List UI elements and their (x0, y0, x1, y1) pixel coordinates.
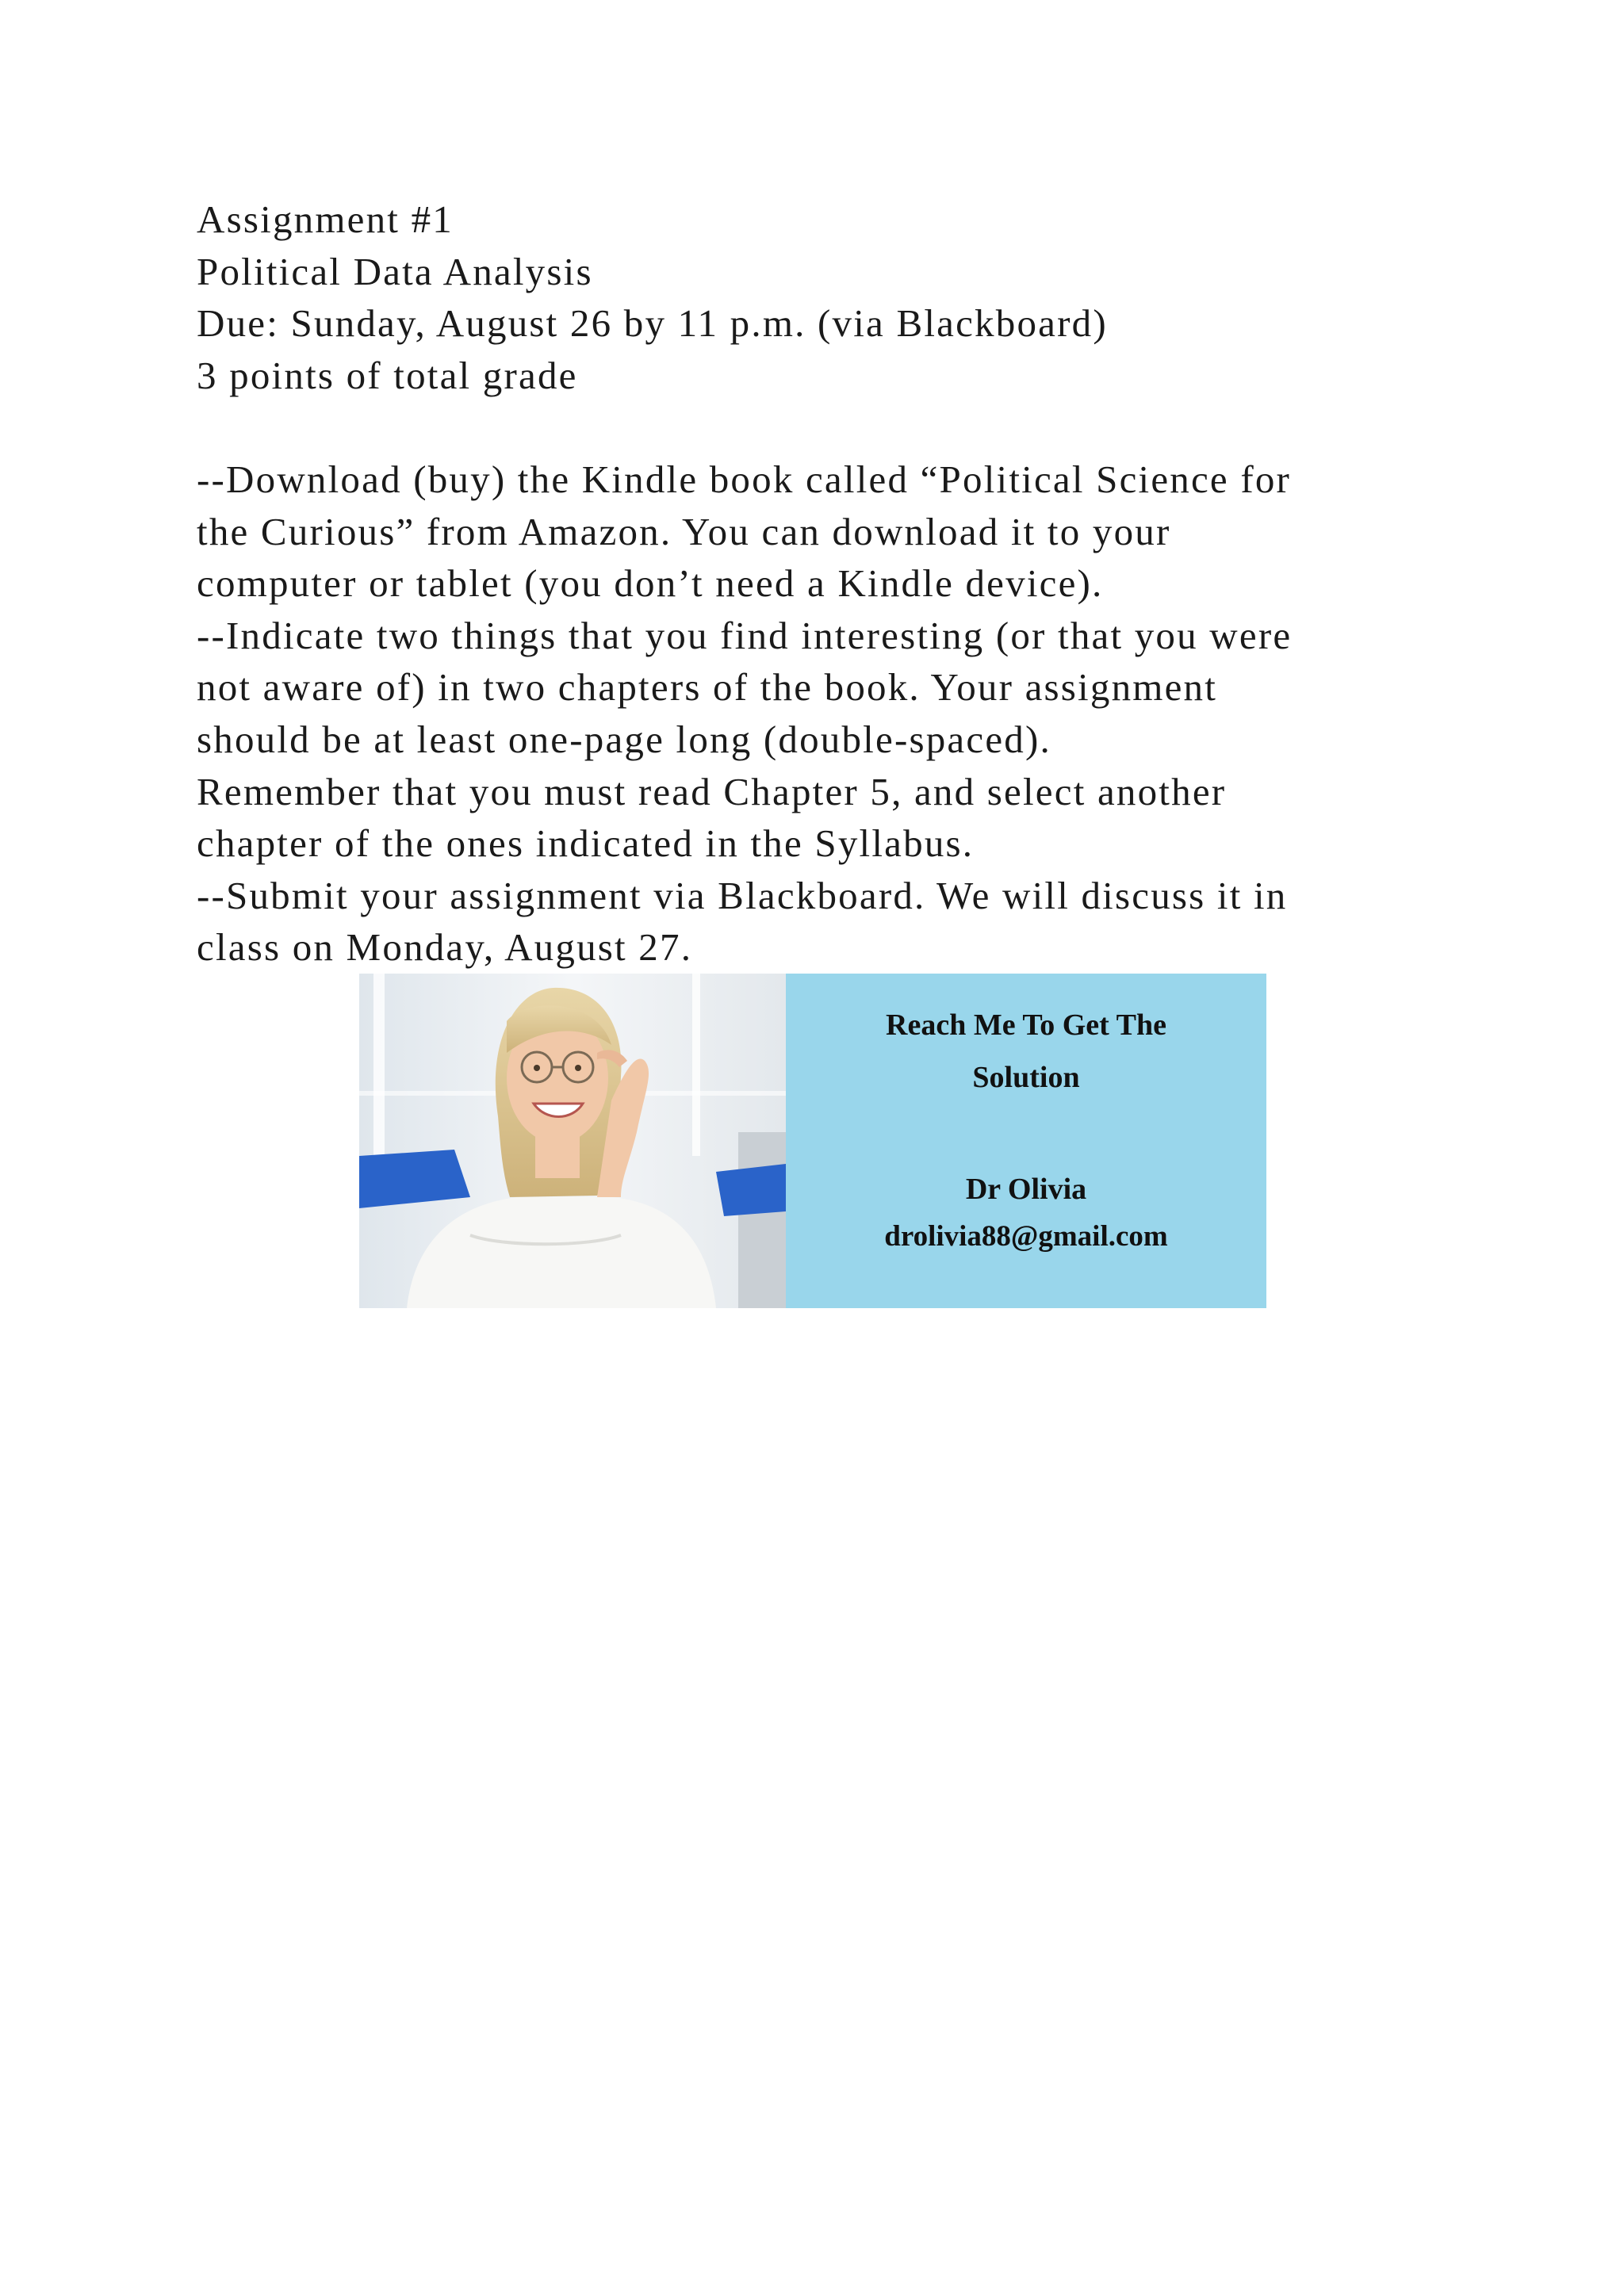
promo-heading-line: Reach Me To Get The (886, 1008, 1166, 1042)
body-line: chapter of the ones indicated in the Syllabus. (197, 821, 975, 866)
body-line: should be at least one-page long (double-spaced). (197, 717, 1051, 761)
body-line: the Curious” from Amazon. You can download it to your (197, 509, 1171, 553)
body-line: not aware of) in two chapters of the book. Your assignment (197, 665, 1218, 710)
due-date: Due: Sunday, August 26 by 11 p.m. (via Blackboard) (197, 301, 1108, 346)
body-line: Remember that you must read Chapter 5, and select another (197, 769, 1227, 813)
promo-contact-email[interactable]: drolivia88@gmail.com (884, 1220, 1168, 1253)
promo-heading (786, 999, 1266, 1104)
promo-banner (359, 974, 1266, 1308)
points-info: 3 points of total grade (197, 353, 578, 397)
paragraph-gap (197, 401, 1434, 453)
promo-heading-line: Solution (972, 1061, 1080, 1094)
body-line: class on Monday, August 27. (197, 925, 693, 970)
assignment-text (197, 193, 1434, 974)
promo-photo (359, 974, 786, 1308)
body-line: --Indicate two things that you find interesting (or that you were (197, 613, 1293, 657)
body-line: --Submit your assignment via Blackboard. We will discuss it in (197, 873, 1288, 917)
course-name: Political Data Analysis (197, 249, 593, 293)
promo-contact-panel (786, 974, 1266, 1308)
body-line: computer or tablet (you don’t need a Kindle device). (197, 561, 1104, 606)
promo-contact-name: Dr Olivia (965, 1173, 1087, 1206)
body-line: --Download (buy) the Kindle book called “Political Science for (197, 457, 1292, 501)
assignment-title: Assignment #1 (197, 197, 454, 241)
